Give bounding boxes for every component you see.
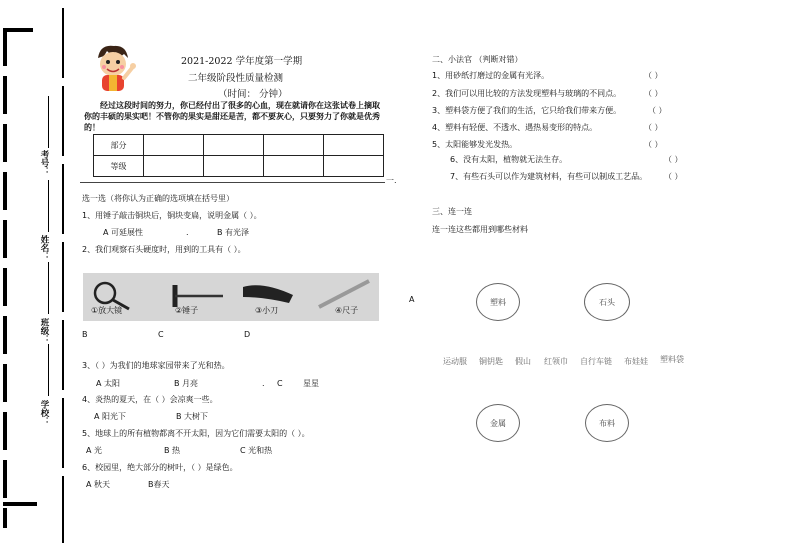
divider (80, 182, 385, 183)
judge-answer-7[interactable]: （ ） (664, 172, 683, 181)
class-blank[interactable] (48, 262, 49, 314)
stray-mark: 一. (386, 176, 397, 185)
q2-option-d[interactable]: D (244, 330, 251, 339)
question-5: 5、地球上的所有植物都离不开太阳，因为它们需要太阳的（ ）。 (82, 429, 310, 438)
q4-option-a[interactable]: A 阳光下 (94, 412, 127, 421)
judge-item-4: 4、塑料有轻便、不透水、遇热易变形的特点。 (432, 123, 598, 132)
tools-photo-strip (83, 273, 379, 321)
judge-answer-4[interactable]: （ ） (644, 123, 663, 132)
intro-line-2: 你的丰硕的果实吧！不管你的果实是甜还是苦，都不要灰心，只要努力了你就是优秀 (84, 112, 380, 121)
q1-option-b[interactable]: B 有光泽 (217, 228, 250, 237)
intro-line-1: 经过这段时间的努力，你已经付出了很多的心血，现在就请你在这张试卷上摘取 (100, 101, 380, 110)
q3-option-c-text: 星星 (303, 379, 319, 388)
exam-year-title: 2021-2022 学年度第一学期 (181, 56, 303, 67)
judge-item-7: 7、有些石头可以作为建筑材料，有些可以制成工艺品。 (450, 172, 648, 181)
exam-time-label: （时间： 分钟） (218, 89, 288, 100)
q6-option-b[interactable]: B春天 (148, 480, 170, 489)
tool-hammer-label: ②锤子 (175, 306, 199, 315)
tool-magnifier-label: ①放大镜 (91, 306, 123, 315)
grade-row-label-level: 等级 (94, 156, 144, 177)
grade-cell[interactable] (144, 156, 204, 177)
bubble-stone[interactable]: 石头 (584, 283, 630, 321)
q5-option-c[interactable]: C 光和热 (240, 446, 273, 455)
grade-cell[interactable] (144, 135, 204, 156)
q1-option-a[interactable]: A 可延展性 (103, 228, 144, 237)
grade-cell[interactable] (204, 156, 264, 177)
grade-cell[interactable] (264, 156, 324, 177)
school-label: 学校： (39, 400, 49, 426)
q2-option-c[interactable]: C (158, 330, 164, 339)
seal-line (62, 8, 64, 543)
stray-letter-a: A (409, 295, 415, 304)
judge-item-5: 5、太阳能够发光发热。 (432, 140, 518, 149)
exam-number-blank[interactable] (48, 96, 49, 148)
material-plastic-bag[interactable]: 塑料袋 (660, 355, 684, 364)
judge-answer-5[interactable]: （ ） (644, 140, 663, 149)
binding-corner-bottom (3, 502, 37, 506)
judge-answer-1[interactable]: （ ） (644, 71, 663, 80)
judge-answer-6[interactable]: （ ） (664, 155, 683, 164)
judge-item-1: 1、用砂纸打磨过的金属有光泽。 (432, 71, 550, 80)
grade-cell[interactable] (324, 156, 384, 177)
grade-cell[interactable] (324, 135, 384, 156)
q3-dot: . (262, 379, 265, 388)
section3-prompt: 连一连这些都用到哪些材料 (432, 225, 528, 234)
class-label: 班级： (39, 318, 49, 344)
grade-table (93, 134, 384, 177)
section3-heading: 三、连一连 (432, 207, 472, 216)
material-sportswear[interactable]: 运动服 (443, 357, 467, 366)
q6-option-a[interactable]: A 秋天 (86, 480, 111, 489)
name-label: 姓名： (39, 235, 49, 261)
exam-number-label: 考号： (39, 150, 49, 176)
q1-dot: . (186, 228, 189, 237)
judge-answer-2[interactable]: （ ） (644, 89, 663, 98)
cartoon-boy-mascot (88, 42, 138, 94)
bubble-plastic[interactable]: 塑料 (476, 283, 520, 321)
question-6: 6、校园里，绝大部分的树叶，（ ）是绿色。 (82, 463, 238, 472)
q3-option-c[interactable]: C (277, 379, 283, 388)
judge-item-3: 3、塑料袋方便了我们的生活，它只给我们带来方便。 (432, 106, 622, 115)
question-1: 1、用锤子敲击铜块后，铜块变扁，说明金属（ ）。 (82, 211, 262, 220)
grade-row-label-part: 部分 (94, 135, 144, 156)
name-blank[interactable] (48, 180, 49, 232)
material-bike-chain[interactable]: 自行车链 (580, 357, 612, 366)
question-2: 2、我们观察石头硬度时，用到的工具有（ ）。 (82, 245, 246, 254)
material-copper-key[interactable]: 铜钥匙 (479, 357, 503, 366)
material-rockery[interactable]: 假山 (515, 357, 531, 366)
q5-option-a[interactable]: A 光 (86, 446, 103, 455)
tool-ruler-label: ④尺子 (335, 306, 359, 315)
school-blank[interactable] (48, 344, 49, 396)
binding-dashed-line (3, 28, 7, 528)
judge-item-2: 2、我们可以用比较的方法发现塑料与玻璃的不同点。 (432, 89, 622, 98)
question-4: 4、炎热的夏天，在（ ）会凉爽一些。 (82, 395, 218, 404)
judge-answer-3[interactable]: （ ） (648, 106, 667, 115)
bubble-fabric[interactable]: 布料 (585, 404, 629, 442)
q2-option-b[interactable]: B (82, 330, 88, 339)
question-3: 3、（ ）为我们的地球家园带来了光和热。 (82, 361, 230, 370)
section2-heading: 二、小法官 （判断对错） (432, 55, 523, 64)
q4-option-b[interactable]: B 大树下 (176, 412, 209, 421)
judge-item-6: 6、没有太阳，植物就无法生存。 (450, 155, 568, 164)
tool-knife-label: ③小刀 (255, 306, 279, 315)
exam-subtitle: 二年级阶段性质量检测 (188, 73, 284, 84)
q3-option-b[interactable]: B 月亮 (174, 379, 199, 388)
bubble-metal[interactable]: 金属 (476, 404, 520, 442)
material-doll[interactable]: 布娃娃 (624, 357, 648, 366)
grade-cell[interactable] (204, 135, 264, 156)
q5-option-b[interactable]: B 热 (164, 446, 181, 455)
material-red-scarf[interactable]: 红领巾 (544, 357, 568, 366)
section1-heading: 选一选（将你认为正确的选项填在括号里） (82, 194, 234, 203)
q3-option-a[interactable]: A 太阳 (96, 379, 121, 388)
intro-line-3: 的！ (84, 123, 100, 132)
binding-corner-top (3, 28, 33, 32)
grade-cell[interactable] (264, 135, 324, 156)
